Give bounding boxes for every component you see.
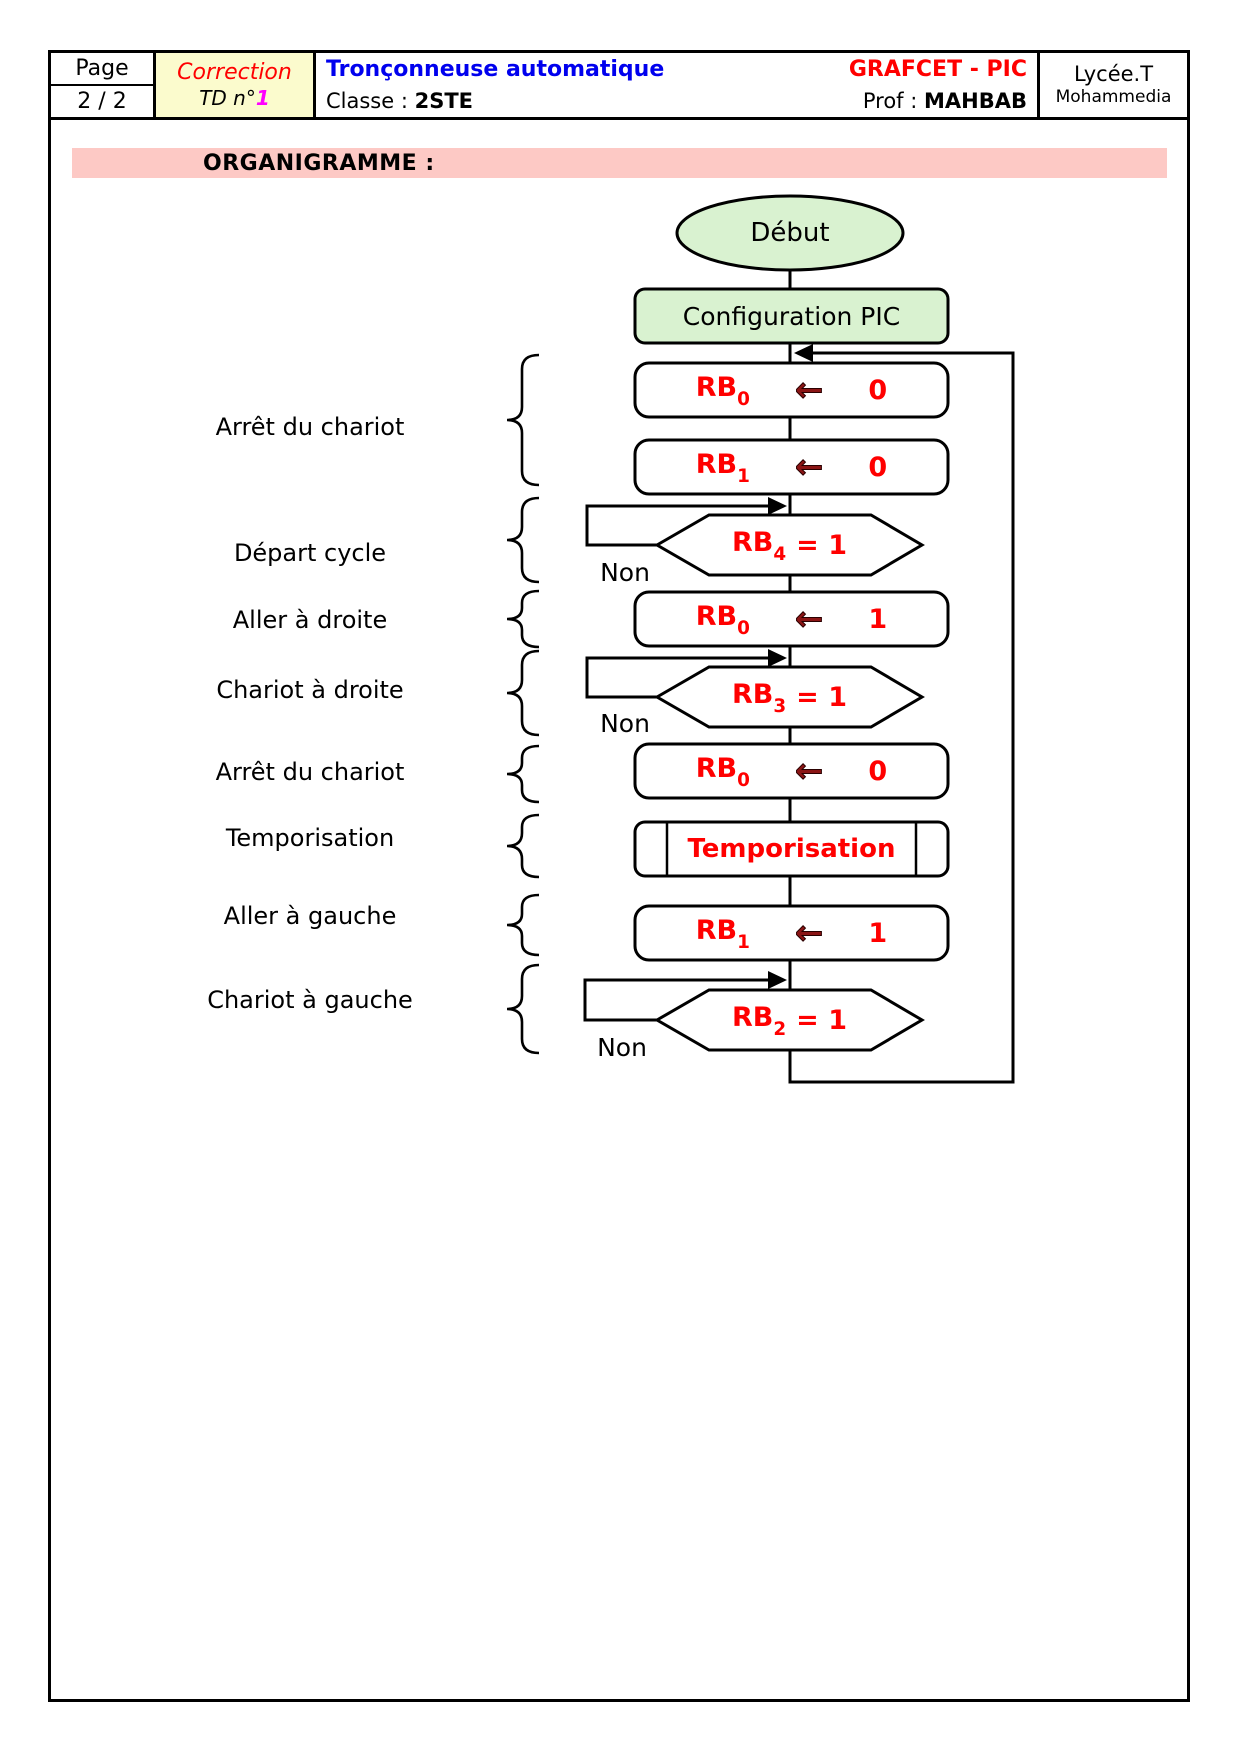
subroutine-label: Temporisation (687, 834, 896, 864)
decision-2-sub: 3 (773, 695, 787, 717)
process-1-base: RB (695, 372, 738, 404)
brace-8 (507, 965, 539, 1053)
annotation-aller-gauche: Aller à gauche (223, 902, 397, 930)
process-1-target (695, 372, 750, 410)
process-3-base: RB (695, 601, 738, 633)
process-2-target (695, 449, 750, 487)
annotation-chariot-gauche: Chariot à gauche (207, 986, 413, 1014)
brace-2 (507, 498, 539, 582)
correction-label: Correction (177, 59, 292, 85)
process-5-target (695, 915, 750, 953)
loop-arrowhead-1 (768, 497, 787, 515)
process-1-value: 0 (868, 374, 888, 406)
decision-1-label (657, 515, 922, 575)
process-3-sub: 0 (737, 617, 750, 639)
process-1-sub: 0 (737, 388, 750, 410)
annotation-arret-chariot-1: Arrêt du chariot (215, 413, 405, 441)
brace-7 (507, 895, 539, 955)
process-2-value: 0 (868, 451, 888, 483)
loop-arrowhead-3 (768, 971, 787, 989)
process-4-value: 0 (868, 755, 888, 787)
decision-2-condition: = 1 (796, 681, 847, 713)
prof-label: Prof : (862, 89, 924, 113)
non-label-1: Non (600, 557, 650, 587)
assign-arrow-icon: ← (794, 447, 824, 487)
decision-3-base: RB (732, 1002, 774, 1034)
decision-1-target (732, 527, 787, 565)
decision-2-label (657, 667, 922, 727)
decision-3-sub: 2 (773, 1018, 787, 1040)
decision-3-target (732, 1002, 787, 1040)
process-row-4 (635, 744, 948, 798)
process-row-3 (635, 592, 948, 646)
page-label: Page (51, 53, 153, 86)
brace-6 (507, 815, 539, 877)
brace-4 (507, 651, 539, 735)
start-terminator-label: Début (750, 218, 830, 248)
document-title: Tronçonneuse automatique (326, 57, 665, 82)
page-number: 2 / 2 (77, 89, 127, 114)
process-4-sub: 0 (737, 769, 750, 791)
decision-2-target (732, 679, 787, 717)
decision-1-sub: 4 (773, 543, 787, 565)
annotation-depart-cycle: Départ cycle (233, 539, 387, 567)
assign-arrow-icon: ← (794, 370, 824, 410)
process-row-5 (635, 906, 948, 960)
non-label-3: Non (597, 1032, 647, 1062)
annotation-temporisation: Temporisation (225, 824, 395, 852)
non-label-2: Non (600, 708, 650, 738)
assign-arrow-icon: ← (794, 751, 824, 791)
process-5-base: RB (695, 915, 738, 947)
grafcet-label: GRAFCET - PIC (848, 57, 1027, 82)
decision-3-condition: = 1 (796, 1004, 847, 1036)
process-5-value: 1 (868, 917, 888, 949)
decision-2-base: RB (732, 679, 774, 711)
process-2-sub: 1 (737, 465, 750, 487)
config-box-label: Configuration PIC (682, 301, 901, 331)
school-city: Mohammedia (1055, 87, 1172, 108)
annotation-arret-chariot-2: Arrêt du chariot (215, 758, 405, 786)
classe-value: 2STE (414, 89, 473, 113)
process-row-2 (635, 440, 948, 494)
brace-3 (507, 591, 539, 647)
process-4-base: RB (695, 753, 738, 785)
assign-arrow-icon: ← (794, 599, 824, 639)
loop-arrowhead-2 (768, 649, 787, 667)
decision-1-condition: = 1 (796, 529, 847, 561)
assign-arrow-icon: ← (794, 913, 824, 953)
brace-5 (507, 746, 539, 802)
process-4-target (695, 753, 750, 791)
decision-3-label (657, 990, 922, 1050)
td-prefix: TD n° (199, 86, 256, 111)
annotation-chariot-droite: Chariot à droite (216, 676, 404, 704)
annotation-aller-droite: Aller à droite (232, 606, 388, 634)
process-row-1 (635, 363, 948, 417)
process-2-base: RB (695, 449, 738, 481)
school-name: Lycée.T (1073, 62, 1154, 87)
process-3-value: 1 (868, 603, 888, 635)
section-title: ORGANIGRAMME : (203, 150, 435, 176)
feedback-arrowhead (794, 344, 813, 362)
decision-1-base: RB (732, 527, 774, 559)
brace-1 (507, 355, 539, 485)
process-5-sub: 1 (737, 931, 750, 953)
process-3-target (695, 601, 750, 639)
prof-value: MAHBAB (924, 89, 1027, 113)
td-number: 1 (255, 86, 270, 111)
classe-label: Classe : (326, 89, 415, 113)
